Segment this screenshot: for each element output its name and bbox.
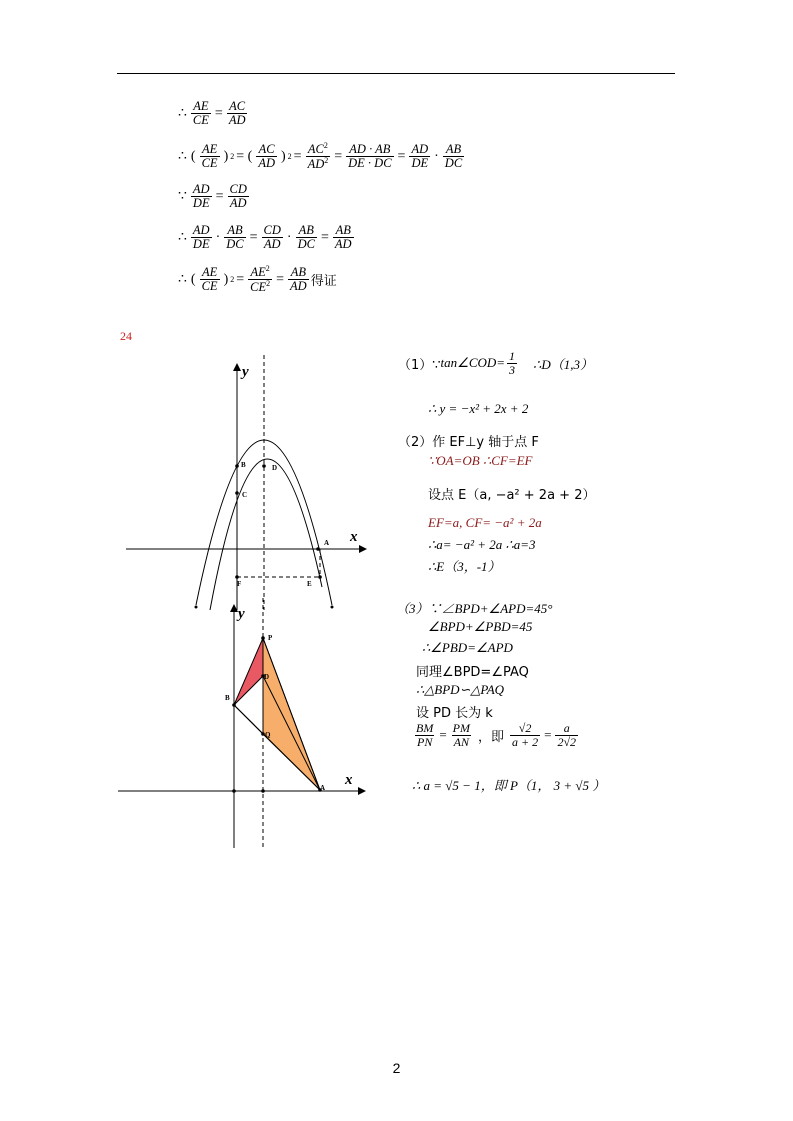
label-q: Q xyxy=(265,731,271,739)
part3-line2: ∠BPD+∠PBD=45 xyxy=(428,619,533,634)
denominator: DE · DC xyxy=(348,156,392,171)
exponent: 2 xyxy=(230,152,235,162)
point-d-coords: ∴D（1,3） xyxy=(533,356,593,372)
point-e xyxy=(318,575,322,579)
part3-line3: ∴∠PBD=∠APD xyxy=(422,640,513,655)
part2-line4: EF=a, CF= −a² + 2a xyxy=(428,515,542,530)
denominator: DC xyxy=(297,237,315,252)
fraction xyxy=(200,143,220,170)
denominator: AD xyxy=(334,237,352,252)
label-p: P xyxy=(268,634,273,642)
numerator: a xyxy=(563,721,570,735)
numerator: 1 xyxy=(509,349,516,363)
point-d xyxy=(262,464,266,468)
exponent: 2 xyxy=(230,275,235,285)
denominator: DE xyxy=(411,156,429,171)
exponent: 2 xyxy=(266,279,271,289)
denominator: DE xyxy=(192,237,210,252)
x-label: x xyxy=(350,529,358,545)
label-d: D xyxy=(264,673,270,681)
part-label: （1）∵ xyxy=(398,357,441,373)
numerator: AB xyxy=(298,223,314,237)
fraction xyxy=(191,224,212,251)
fraction xyxy=(306,142,331,172)
page-number: 2 xyxy=(392,1060,401,1076)
proof-line-2: ∴ ( $\frac{AE}{CE}$ ) 2 = ( $\frac{AC}{AD}$ ) 2 = $\frac{AC^2}{AD^2}$ = $\frac{AD \cdot AB}{DE \cdot DC}$ = $\frac{AD}{DE}$ · $\frac{AB}{DC}$ xyxy=(178,141,463,172)
x-label: x xyxy=(345,772,353,788)
origin-point xyxy=(232,789,236,793)
label-d: D xyxy=(272,464,278,472)
denominator: AD xyxy=(229,196,247,211)
numerator: √2 xyxy=(518,721,532,735)
denominator: 2√2 xyxy=(557,734,577,749)
part1-parabola-equation: ∴ y = −x² + 2x + 2 xyxy=(428,401,529,416)
part3-line5: ∴△BPD∽△PAQ xyxy=(416,682,505,697)
tan-expression: tan∠COD= xyxy=(440,355,506,371)
numerator: AD xyxy=(192,182,210,196)
proof-conclusion: 得证 xyxy=(310,274,337,290)
fraction xyxy=(333,224,354,251)
therefore-symbol: ∴ xyxy=(178,106,187,122)
namely-text: ，即 xyxy=(478,729,505,745)
point-a xyxy=(316,547,320,551)
inner-parabola xyxy=(210,459,322,610)
denominator: AD xyxy=(290,279,307,294)
denominator: a + 2 xyxy=(512,734,539,749)
fraction xyxy=(248,265,272,295)
point-f xyxy=(235,575,239,579)
numerator: PM xyxy=(452,721,470,735)
part2-line6: ∴E（3，-1） xyxy=(428,559,501,574)
proof-line-3: ∵ $\frac{AD}{DE}$ = $\frac{CD}{AD}$ xyxy=(178,182,247,211)
numerator: AB xyxy=(445,142,462,157)
denominator: 3 xyxy=(509,362,516,377)
denominator: CE xyxy=(250,280,267,295)
label-a: A xyxy=(320,784,326,792)
numerator: CD xyxy=(263,223,281,237)
therefore-symbol: ∴ xyxy=(178,230,187,246)
label-e: E xyxy=(307,580,312,588)
numerator: AC xyxy=(258,142,275,157)
foot-point xyxy=(261,789,265,793)
fraction xyxy=(555,722,578,748)
part3-line6: 设 PD 长为 k xyxy=(416,706,493,721)
part3-line4: 同理∠BPD=∠PAQ xyxy=(416,665,529,680)
part2-line3: 设点 E（a, −a² + 2a + 2） xyxy=(428,488,596,503)
numerator: AE xyxy=(250,265,266,280)
label-b: B xyxy=(241,461,246,469)
label-f: F xyxy=(237,580,242,588)
part3-line1: （3）∵∠BPD+∠APD=45° xyxy=(396,601,553,616)
denominator: DC xyxy=(444,156,463,171)
exponent: 2 xyxy=(323,141,328,150)
numerator: AD · AB xyxy=(349,142,391,157)
point-p xyxy=(261,636,265,640)
fraction xyxy=(256,143,277,170)
denominator: CE xyxy=(192,113,209,128)
fraction xyxy=(228,183,249,210)
denominator: AD xyxy=(228,113,246,128)
point-c xyxy=(235,491,239,495)
label-a: A xyxy=(324,539,330,547)
fraction xyxy=(224,224,245,251)
y-label: y xyxy=(238,606,245,622)
therefore-symbol: ∴ xyxy=(178,272,187,288)
numerator: CD xyxy=(229,182,247,196)
figure-triangles xyxy=(118,598,373,850)
proof-line-5: ∴ ( $\frac{AE}{CE}$ ) 2 = $\frac{AE^2}{CE^2}$ = $\frac{AB}{AD}$ 得证 xyxy=(178,264,337,295)
part2-line1: （2）作 EF⊥y 轴于点 F xyxy=(398,435,539,450)
fraction xyxy=(191,183,212,210)
fraction xyxy=(409,143,430,170)
therefore-symbol: ∴ xyxy=(178,149,187,165)
fraction xyxy=(346,143,393,170)
fraction xyxy=(451,722,472,748)
fraction xyxy=(288,266,309,293)
fraction xyxy=(262,224,283,251)
proof-line-1: ∴ $\frac{AE}{CE}$ = $\frac{AC}{AD}$ xyxy=(178,99,246,128)
fraction xyxy=(414,722,435,748)
fraction xyxy=(227,100,248,127)
header-rule xyxy=(117,73,675,74)
fraction xyxy=(296,224,317,251)
numerator: AD xyxy=(192,223,210,237)
numerator: AB xyxy=(290,265,307,280)
numerator: AB xyxy=(227,223,243,237)
fraction xyxy=(507,350,517,376)
numerator: AE xyxy=(201,142,218,157)
denominator: PN xyxy=(416,734,433,749)
denominator: CE xyxy=(201,279,218,294)
numerator: AB xyxy=(335,223,351,237)
denominator: AD xyxy=(263,237,281,252)
label-c: C xyxy=(242,491,248,499)
point-b xyxy=(232,703,236,707)
triangle-bpd xyxy=(234,638,263,705)
numerator: AE xyxy=(201,265,218,280)
label-b: B xyxy=(225,694,230,702)
denominator: AD xyxy=(307,157,325,172)
part2-line5: ∴a= −a² + 2a ∴a=3 xyxy=(428,537,536,552)
fraction xyxy=(200,266,220,293)
part1-line1 xyxy=(398,350,593,376)
proof-line-4: ∴ $\frac{AD}{DE}$ · $\frac{AB}{DC}$ = $\frac{CD}{AD}$ · $\frac{AB}{DC}$ = $\frac{AB}{AD}$ xyxy=(178,223,352,252)
fraction xyxy=(191,100,211,127)
part3-ratio-line: $\frac{BM}{PN}$ = $\frac{PM}{AN}$ ，即 $\frac{√2}{a + 2}$ = $\frac{a}{2√2}$ xyxy=(416,721,577,749)
exponent: 2 xyxy=(324,156,329,166)
numerator: BM xyxy=(416,721,434,735)
numerator: AD xyxy=(411,142,429,157)
denominator: DC xyxy=(226,237,244,252)
figure-parabolas xyxy=(118,355,373,615)
part3-final-answer: ∴ a = √5 − 1，即 P（1， 3 + √5 ） xyxy=(412,778,606,793)
because-symbol: ∵ xyxy=(178,189,187,205)
exponent: 2 xyxy=(265,264,270,273)
part2-line2: ∵OA=OB ∴CF=EF xyxy=(428,453,533,468)
denominator: CE xyxy=(201,156,218,171)
numerator: AE xyxy=(193,99,209,113)
question-number: 24 xyxy=(120,329,132,343)
denominator: AD xyxy=(258,156,275,171)
fraction xyxy=(443,143,464,170)
denominator: DE xyxy=(192,196,210,211)
numerator: AC xyxy=(229,99,246,113)
denominator: AN xyxy=(453,734,469,749)
numerator: AC xyxy=(307,142,324,157)
fraction xyxy=(510,722,540,748)
exponent: 2 xyxy=(287,152,292,162)
point-b xyxy=(235,464,239,468)
y-label: y xyxy=(242,364,249,380)
